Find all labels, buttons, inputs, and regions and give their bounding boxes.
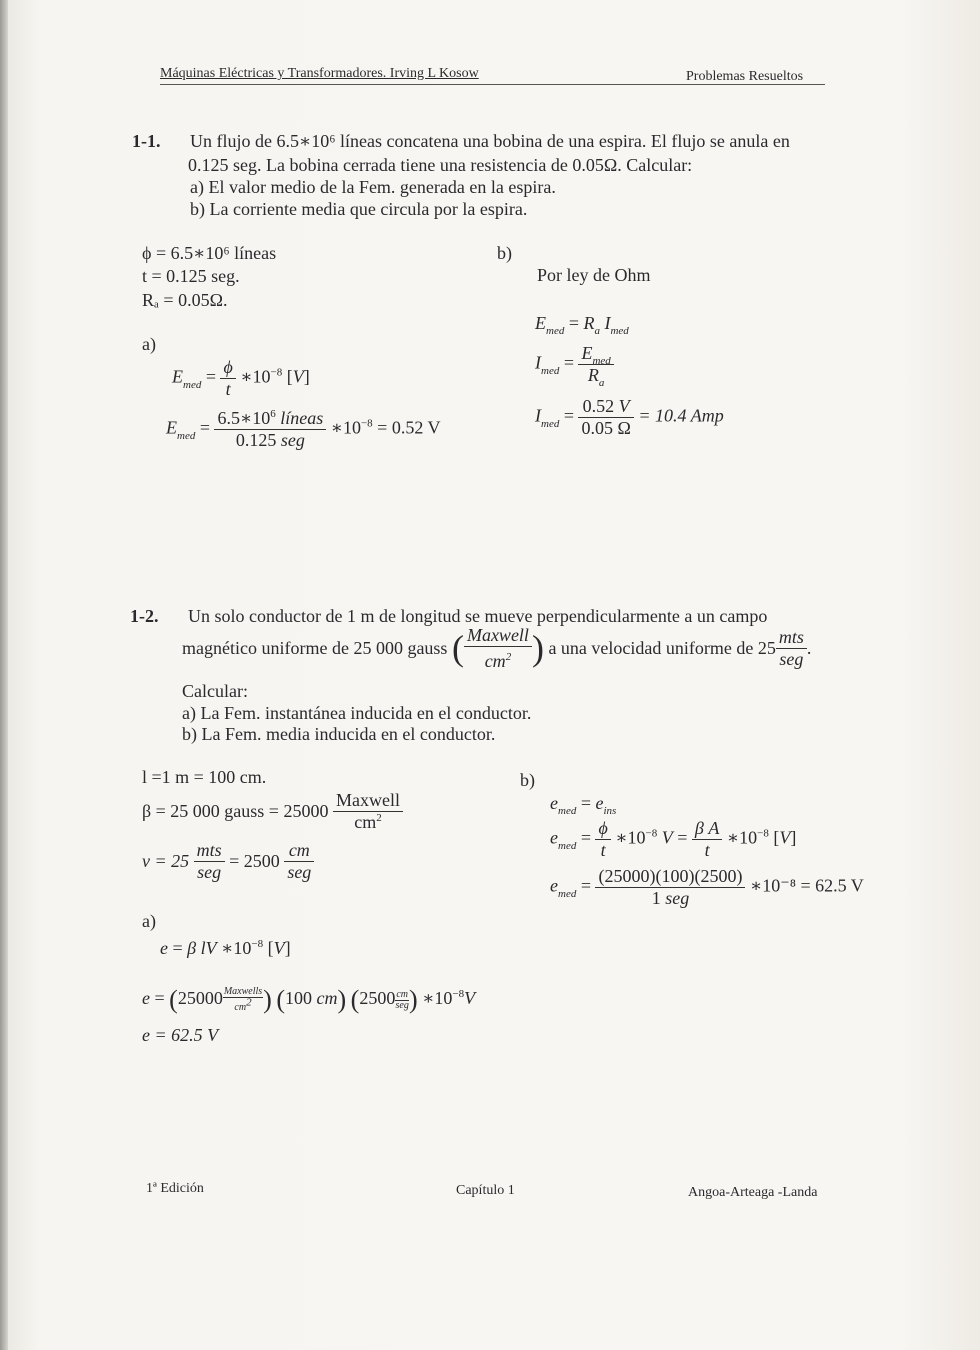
p2-given-field-text: β = 25 000 gauss = 25000	[142, 801, 329, 821]
problem-2-item-b: b) La Fem. media inducida en el conductor.	[182, 724, 496, 744]
p2-given-velocity-text: v = 25	[142, 851, 190, 871]
p1-ohm-law-label: Por ley de Ohm	[537, 265, 651, 285]
p2-line-2-text-b: a una velocidad uniforme de 25	[548, 638, 776, 658]
p2-result-e: e = 62.5 V	[142, 1025, 219, 1045]
footer-edition: 1ª Edición	[146, 1181, 204, 1196]
p1-formula-imed: $I_{med}$ = $\frac{E_{med}}{R_a}$	[535, 343, 614, 386]
p1-calculation-emed: $E_{med}$ = $\frac{6.5∗10^6 líneas}{\text{0.125 seg}}$ $∗10^{-8} = 0.52$ V	[166, 408, 441, 450]
p1-result-imed: = 10.4 Amp	[638, 405, 724, 426]
p1-label-a: a)	[142, 334, 156, 354]
p1-given-time: t = 0.125 seg.	[142, 266, 240, 286]
p2-line-2-text-a: magnético uniforme de 25 000 gauss	[182, 638, 448, 658]
footer-authors: Angoa-Arteaga -Landa	[688, 1185, 818, 1200]
p1-given-resistance: Rₐ = 0.05Ω.	[142, 290, 228, 310]
p2-given-velocity: v = 25 $\frac{\text{mts}}{\text{seg}}$ = 2500 $\frac{cm}{\text{seg}}$	[142, 840, 314, 883]
footer-chapter: Capítulo 1	[456, 1183, 515, 1198]
p2-label-b: b)	[520, 770, 535, 790]
p2-given-field: β = 25 000 gauss = 25000 $\frac{\text{Maxwell}}{cm^2}$	[142, 790, 403, 833]
p2-given-length: l =1 m = 100 cm.	[142, 767, 267, 787]
problem-1-item-a: a) El valor medio de la Fem. generada en la espira.	[190, 177, 556, 197]
p1-result-emed: = 0.52 V	[377, 417, 441, 438]
page-binding-edge	[0, 0, 8, 1350]
problem-2-number: 1-2.	[130, 606, 159, 626]
problem-1-line-1: Un flujo de 6.5∗10⁶ líneas concatena una bobina de una espira. El flujo se anula en	[190, 131, 790, 151]
p1-given-flux: ϕ = 6.5∗10⁶ líneas	[142, 243, 277, 263]
header-rule	[160, 84, 825, 85]
header-book-title: Máquinas Eléctricas y Transformadores. Irving L Kosow	[160, 66, 479, 81]
problem-2-item-a: a) La Fem. instantánea inducida en el conductor.	[182, 703, 532, 723]
p1-label-b: b)	[497, 243, 512, 263]
problem-2-line-2: magnético uniforme de 25 000 gauss ( $\frac{\text{Maxwell}}{cm^2}$ ) a una velocidad uniforme de 25 $\frac{\text{mts}}{\text{seg}}$ .	[182, 625, 812, 671]
problem-2-line-1: Un solo conductor de 1 m de longitud se mueve perpendicularmente a un campo	[188, 606, 768, 626]
p2-formula-emed: $e_{med}$ = $\frac{\phi}{t}$ $∗10^{-8}$ V = $\frac{\text{β A}}{t}$ $∗10^{-8}$ [V]	[550, 818, 797, 860]
p1-formula-ohm: $E_{med} = R_a$ $I_{med}$	[535, 313, 629, 337]
p2-result-emed: ∗10⁻⁸ = 62.5 V	[749, 875, 864, 896]
p2-formula-emed-eins: $e_{med} = e_{ins}$	[550, 793, 617, 817]
problem-1-item-b: b) La corriente media que circula por la espira.	[190, 199, 528, 219]
p1-formula-emed: $E_{med}$ = $\frac{\phi}{t}$ $∗10^{-8}$ [V]	[172, 357, 310, 399]
problem-2-calc-label: Calcular:	[182, 681, 248, 701]
problem-1-number: 1-1.	[132, 131, 161, 151]
p1-calculation-imed: $I_{med}$ = $\frac{0.52 V}{0.05 \Omega}$ = 10.4 Amp	[535, 396, 724, 438]
header-section-title: Problemas Resueltos	[686, 69, 804, 84]
p2-label-a: a)	[142, 911, 156, 931]
p2-calculation-emed: $e_{med}$ = $\frac{(25000)(100)(2500)}{\text{1 seg}}$ ∗10⁻⁸ = 62.5 V	[550, 866, 864, 908]
p2-formula-e: e = β lV $∗10^{-8}$ [V]	[160, 938, 291, 958]
problem-1-line-2: 0.125 seg. La bobina cerrada tiene una resistencia de 0.05Ω. Calcular:	[188, 155, 693, 175]
p2-calculation-e: e = (25000 $\frac{\text{Maxwells}}{cm^2}$) (100 cm) (2500 $\frac{cm}{\text{seg}}$) $∗10^{-8}V$	[142, 985, 476, 1014]
